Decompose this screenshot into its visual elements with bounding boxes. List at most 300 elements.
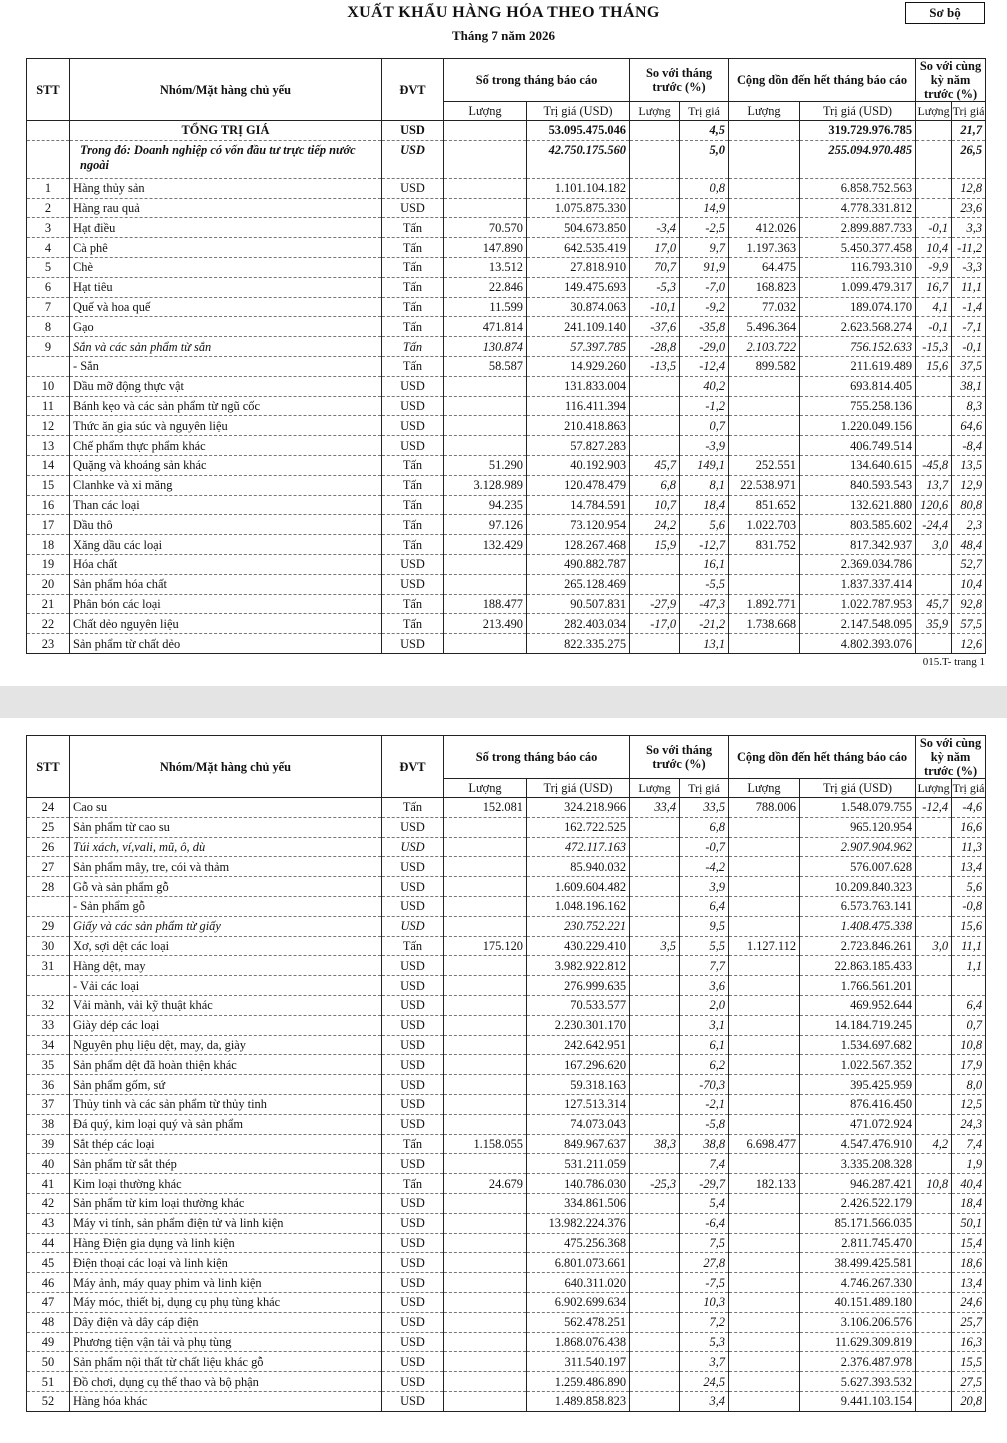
cell-prev-month-qty-pct: 24,2 [630,515,680,535]
cell-cum-qty: 77.032 [729,297,800,317]
cell-cum-qty [729,1213,800,1233]
cell-prev-month-value-pct: 6,2 [680,1055,729,1075]
cell-prev-month-qty-pct: 15,9 [630,535,680,555]
cell-value: 53.095.475.046 [527,121,630,141]
cell-unit: USD [382,956,444,976]
cell-value: 74.073.043 [527,1114,630,1134]
cell-prev-month-value-pct: 91,9 [680,257,729,277]
cell-cum-value: 469.952.644 [800,995,916,1015]
cell-prev-month-qty-pct [630,1035,680,1055]
cell-yoy-value-pct: 64,6 [952,416,986,436]
cell-yoy-qty-pct [916,1332,952,1352]
cell-name: Sản phẩm gốm, sứ [70,1075,382,1095]
cell-yoy-value-pct: 13,4 [952,1273,986,1293]
table-row [27,356,986,376]
cell-prev-month-value-pct: 16,1 [680,554,729,574]
cell-yoy-qty-pct [916,436,952,456]
cell-stt: 9 [27,337,70,357]
cell-value: 167.296.620 [527,1055,630,1075]
cell-value: 475.256.368 [527,1233,630,1253]
cell-name: Than các loại [70,495,382,515]
cell-stt [27,976,70,996]
cell-unit: USD [382,1213,444,1233]
cell-prev-month-value-pct: 38,8 [680,1134,729,1154]
status-badge: Sơ bộ [905,2,985,24]
cell-value: 324.218.966 [527,798,630,818]
cell-cum-value: 2.723.846.261 [800,936,916,956]
header-qty: Lượng [444,102,527,121]
cell-name: Đồ chơi, dụng cụ thể thao và bộ phận [70,1372,382,1392]
cell-value: 59.318.163 [527,1075,630,1095]
cell-unit: USD [382,1094,444,1114]
cell-cum-value: 1.022.567.352 [800,1055,916,1075]
cell-yoy-value-pct: -7,1 [952,317,986,337]
cell-stt: 38 [27,1114,70,1134]
cell-yoy-value-pct: 23,6 [952,198,986,218]
cell-unit: USD [382,198,444,218]
cell-value: 57.827.283 [527,436,630,456]
table-row [27,535,986,555]
cell-value: 282.403.034 [527,614,630,634]
cell-unit: USD [382,1352,444,1372]
cell-value: 140.786.030 [527,1174,630,1194]
cell-name: Clanhke và xi măng [70,475,382,495]
cell-yoy-value-pct: 8,0 [952,1075,986,1095]
cell-qty [444,1253,527,1273]
cell-prev-month-qty-pct [630,1193,680,1213]
cell-name: Dầu mỡ động thực vật [70,376,382,396]
cell-prev-month-value-pct: 8,1 [680,475,729,495]
cell-value: 1.489.858.823 [527,1391,630,1411]
cell-value: 531.211.059 [527,1154,630,1174]
cell-stt: 8 [27,317,70,337]
cell-prev-month-qty-pct: 38,3 [630,1134,680,1154]
cell-name: Phân bón các loại [70,594,382,614]
cell-unit: Tấn [382,475,444,495]
cell-name: Sản phẩm từ cao su [70,817,382,837]
cell-cum-value: 693.814.405 [800,376,916,396]
table-row [27,178,986,198]
cell-cum-value: 1.837.337.414 [800,574,916,594]
cell-qty [444,1273,527,1293]
cell-prev-month-value-pct: -21,2 [680,614,729,634]
cell-prev-month-value-pct: 7,2 [680,1312,729,1332]
cell-cum-qty [729,1233,800,1253]
cell-prev-month-value-pct: -35,8 [680,317,729,337]
page-separator [0,686,1007,718]
table-row [27,1193,986,1213]
cell-value: 276.999.635 [527,976,630,996]
cell-value: 241.109.140 [527,317,630,337]
report-page-2 [0,718,1007,1443]
cell-unit: USD [382,1055,444,1075]
cell-cum-value: 2.907.904.962 [800,837,916,857]
cell-prev-month-value-pct: -4,2 [680,857,729,877]
cell-yoy-value-pct: 11,1 [952,936,986,956]
cell-prev-month-qty-pct: -25,3 [630,1174,680,1194]
cell-value: 30.874.063 [527,297,630,317]
table-row [27,1114,986,1134]
cell-yoy-value-pct: 26,5 [952,140,986,178]
cell-prev-month-qty-pct: -17,0 [630,614,680,634]
cell-cum-value: 756.152.633 [800,337,916,357]
cell-unit: USD [382,436,444,456]
cell-value: 504.673.850 [527,218,630,238]
cell-qty [444,976,527,996]
cell-cum-qty: 1.022.703 [729,515,800,535]
cell-unit: USD [382,574,444,594]
cell-cum-value: 1.548.079.755 [800,798,916,818]
cell-value: 1.609.604.482 [527,877,630,897]
cell-prev-month-value-pct: -3,9 [680,436,729,456]
table-row [27,1213,986,1233]
cell-value: 14.784.591 [527,495,630,515]
header-qty: Lượng [916,779,952,798]
cell-name: Hàng dệt, may [70,956,382,976]
cell-value: 70.533.577 [527,995,630,1015]
cell-value: 849.967.637 [527,1134,630,1154]
cell-stt: 1 [27,178,70,198]
cell-qty [444,956,527,976]
cell-cum-qty [729,396,800,416]
cell-cum-qty: 22.538.971 [729,475,800,495]
cell-cum-value: 132.621.880 [800,495,916,515]
cell-stt: 16 [27,495,70,515]
cell-value: 1.101.104.182 [527,178,630,198]
cell-cum-value: 876.416.450 [800,1094,916,1114]
cell-cum-qty: 5.496.364 [729,317,800,337]
cell-cum-qty [729,877,800,897]
cell-unit: USD [382,1193,444,1213]
cell-cum-qty [729,1372,800,1392]
cell-qty: 24.679 [444,1174,527,1194]
cell-prev-month-value-pct: -70,3 [680,1075,729,1095]
cell-stt: 13 [27,436,70,456]
cell-value: 1.259.486.890 [527,1372,630,1392]
cell-qty [444,376,527,396]
cell-stt: 28 [27,877,70,897]
cell-yoy-qty-pct: 4,1 [916,297,952,317]
header-qty: Lượng [630,102,680,121]
cell-prev-month-value-pct: 33,5 [680,798,729,818]
table-row [27,317,986,337]
cell-yoy-value-pct: 27,5 [952,1372,986,1392]
cell-yoy-value-pct: 2,3 [952,515,986,535]
cell-qty: 11.599 [444,297,527,317]
table-row [27,455,986,475]
cell-cum-value: 11.629.309.819 [800,1332,916,1352]
cell-name: Hàng Điện gia dụng và linh kiện [70,1233,382,1253]
cell-name: Hóa chất [70,554,382,574]
cell-prev-month-qty-pct [630,1154,680,1174]
table-row [27,1035,986,1055]
cell-yoy-value-pct: 7,4 [952,1134,986,1154]
cell-unit: USD [382,1154,444,1174]
cell-value: 334.861.506 [527,1193,630,1213]
cell-stt: 27 [27,857,70,877]
cell-cum-qty [729,956,800,976]
cell-cum-qty [729,1253,800,1273]
cell-stt: 42 [27,1193,70,1213]
cell-prev-month-value-pct: 40,2 [680,376,729,396]
cell-yoy-qty-pct [916,1114,952,1134]
cell-qty [444,1114,527,1134]
cell-value: 3.982.922.812 [527,956,630,976]
table-row [27,1391,986,1411]
cell-prev-month-qty-pct [630,1233,680,1253]
table-row [27,896,986,916]
cell-prev-month-value-pct: 13,1 [680,634,729,654]
cell-cum-qty: 1.738.668 [729,614,800,634]
cell-yoy-value-pct: 12,8 [952,178,986,198]
cell-prev-month-value-pct: 7,7 [680,956,729,976]
cell-value: 120.478.479 [527,475,630,495]
cell-yoy-qty-pct [916,916,952,936]
cell-cum-qty [729,1015,800,1035]
cell-stt: 24 [27,798,70,818]
cell-qty [444,877,527,897]
cell-prev-month-value-pct: 24,5 [680,1372,729,1392]
cell-yoy-value-pct: 24,6 [952,1292,986,1312]
table-row [27,1292,986,1312]
cell-cum-qty: 252.551 [729,455,800,475]
cell-cum-qty: 64.475 [729,257,800,277]
cell-qty [444,837,527,857]
cell-cum-value: 3.335.208.328 [800,1154,916,1174]
cell-value: 2.230.301.170 [527,1015,630,1035]
header-value: Trị giá (USD) [800,779,916,798]
cell-unit: USD [382,1372,444,1392]
cell-prev-month-qty-pct [630,1332,680,1352]
cell-yoy-qty-pct [916,1352,952,1372]
cell-name: Điện thoại các loại và linh kiện [70,1253,382,1273]
cell-value: 6.801.073.661 [527,1253,630,1273]
cell-qty [444,817,527,837]
table-row [27,1273,986,1293]
cell-unit: USD [382,634,444,654]
cell-prev-month-qty-pct: 6,8 [630,475,680,495]
cell-prev-month-value-pct: -9,2 [680,297,729,317]
cell-yoy-value-pct: 15,4 [952,1233,986,1253]
cell-cum-value: 9.441.103.154 [800,1391,916,1411]
cell-value: 14.929.260 [527,356,630,376]
cell-unit: Tấn [382,594,444,614]
cell-cum-value: 85.171.566.035 [800,1213,916,1233]
cell-yoy-qty-pct [916,857,952,877]
cell-cum-qty [729,976,800,996]
cell-cum-qty: 831.752 [729,535,800,555]
cell-name: TỔNG TRỊ GIÁ [70,121,382,141]
export-table-page-2 [26,735,986,1412]
cell-prev-month-value-pct: 3,4 [680,1391,729,1411]
table-row [27,936,986,956]
table-row [27,798,986,818]
cell-prev-month-value-pct: 14,9 [680,198,729,218]
cell-yoy-qty-pct [916,1193,952,1213]
header-unit: ĐVT [382,736,444,798]
cell-name: Đá quý, kim loại quý và sản phẩm [70,1114,382,1134]
table-row [27,995,986,1015]
cell-prev-month-qty-pct [630,121,680,141]
cell-cum-qty: 412.026 [729,218,800,238]
table-row [27,416,986,436]
export-table-page-1 [26,58,986,654]
cell-qty: 188.477 [444,594,527,614]
header-prev-month: So với tháng trước (%) [630,736,729,779]
cell-unit: Tấn [382,317,444,337]
table-row [27,436,986,456]
cell-yoy-value-pct: 13,4 [952,857,986,877]
table-row [27,1352,986,1372]
cell-qty [444,436,527,456]
cell-unit: USD [382,1312,444,1332]
cell-cum-value: 14.184.719.245 [800,1015,916,1035]
cell-unit: USD [382,916,444,936]
cell-yoy-value-pct: -8,4 [952,436,986,456]
cell-unit: Tấn [382,257,444,277]
cell-yoy-qty-pct: 4,2 [916,1134,952,1154]
cell-stt: 10 [27,376,70,396]
cell-yoy-qty-pct: -15,3 [916,337,952,357]
cell-cum-value: 3.106.206.576 [800,1312,916,1332]
cell-name: Nguyên phụ liệu dệt, may, da, giày [70,1035,382,1055]
cell-qty [444,896,527,916]
table-row [27,1253,986,1273]
cell-prev-month-value-pct: 149,1 [680,455,729,475]
header-prev-month: So với tháng trước (%) [630,59,729,102]
cell-yoy-value-pct: 0,7 [952,1015,986,1035]
cell-qty [444,416,527,436]
cell-cum-qty: 788.006 [729,798,800,818]
cell-cum-value: 755.258.136 [800,396,916,416]
cell-qty [444,1075,527,1095]
cell-yoy-qty-pct: 45,7 [916,594,952,614]
cell-unit: USD [382,1292,444,1312]
cell-prev-month-value-pct: 27,8 [680,1253,729,1273]
cell-prev-month-qty-pct [630,837,680,857]
cell-yoy-qty-pct [916,1253,952,1273]
table-row [27,198,986,218]
cell-name: Gạo [70,317,382,337]
cell-cum-qty [729,1391,800,1411]
cell-cum-qty [729,995,800,1015]
cell-name: Hạt tiêu [70,277,382,297]
cell-prev-month-qty-pct: -5,3 [630,277,680,297]
cell-yoy-qty-pct: 3,0 [916,535,952,555]
cell-cum-value: 319.729.976.785 [800,121,916,141]
cell-value: 27.818.910 [527,257,630,277]
cell-unit: USD [382,1332,444,1352]
cell-cum-qty [729,634,800,654]
cell-prev-month-qty-pct [630,1055,680,1075]
cell-prev-month-qty-pct [630,376,680,396]
table-row [27,916,986,936]
cell-yoy-qty-pct: -9,9 [916,257,952,277]
cell-cum-qty [729,1154,800,1174]
cell-name: Sắn và các sản phẩm từ sắn [70,337,382,357]
cell-yoy-qty-pct [916,1312,952,1332]
cell-yoy-value-pct: 40,4 [952,1174,986,1194]
cell-cum-qty [729,198,800,218]
cell-stt: 5 [27,257,70,277]
cell-prev-month-qty-pct [630,1114,680,1134]
cell-prev-month-qty-pct: 17,0 [630,238,680,258]
cell-value: 265.128.469 [527,574,630,594]
cell-yoy-value-pct: 25,7 [952,1312,986,1332]
cell-value: 640.311.020 [527,1273,630,1293]
cell-value: 642.535.419 [527,238,630,258]
cell-unit: USD [382,837,444,857]
table-row [27,574,986,594]
header-yoy: So với cùng kỳ năm trước (%) [916,59,986,102]
header-cumulative: Cộng dồn đến hết tháng báo cáo [729,736,916,779]
cell-stt: 46 [27,1273,70,1293]
cell-name: Xăng dầu các loại [70,535,382,555]
cell-prev-month-qty-pct: 10,7 [630,495,680,515]
cell-cum-qty [729,140,800,178]
cell-qty: 70.570 [444,218,527,238]
cell-cum-value: 2.426.522.179 [800,1193,916,1213]
cell-name: Sản phẩm từ sắt thép [70,1154,382,1174]
header-yoy: So với cùng kỳ năm trước (%) [916,736,986,779]
cell-cum-value: 116.793.310 [800,257,916,277]
cell-cum-value: 2.369.034.786 [800,554,916,574]
cell-stt: 32 [27,995,70,1015]
cell-prev-month-value-pct: -6,4 [680,1213,729,1233]
cell-name: - Sắn [70,356,382,376]
cell-prev-month-value-pct: -1,2 [680,396,729,416]
table-row [27,1094,986,1114]
cell-value: 490.882.787 [527,554,630,574]
table-row [27,1312,986,1332]
cell-cum-value: 40.151.489.180 [800,1292,916,1312]
cell-yoy-qty-pct: 10,8 [916,1174,952,1194]
cell-value: 162.722.525 [527,817,630,837]
cell-stt: 2 [27,198,70,218]
cell-cum-value: 2.811.745.470 [800,1233,916,1253]
cell-name: Thức ăn gia súc và nguyên liệu [70,416,382,436]
cell-stt: 30 [27,936,70,956]
cell-stt: 7 [27,297,70,317]
cell-cum-value: 1.408.475.338 [800,916,916,936]
cell-unit: USD [382,1391,444,1411]
table-row [27,1332,986,1352]
cell-yoy-qty-pct [916,1075,952,1095]
cell-cum-value: 1.099.479.317 [800,277,916,297]
cell-prev-month-qty-pct: 3,5 [630,936,680,956]
cell-stt: 39 [27,1134,70,1154]
cell-prev-month-qty-pct [630,995,680,1015]
cell-qty [444,1233,527,1253]
cell-value: 242.642.951 [527,1035,630,1055]
cell-qty [444,574,527,594]
cell-cum-qty [729,1114,800,1134]
cell-stt: 29 [27,916,70,936]
cell-stt [27,356,70,376]
table-row [27,1372,986,1392]
table-row [27,515,986,535]
cell-name: Phương tiện vận tải và phụ tùng [70,1332,382,1352]
cell-prev-month-qty-pct [630,817,680,837]
cell-stt: 11 [27,396,70,416]
cell-yoy-value-pct: 5,6 [952,877,986,897]
cell-unit: Tấn [382,337,444,357]
cell-name: Giày dép các loại [70,1015,382,1035]
cell-qty: 175.120 [444,936,527,956]
header-group: Nhóm/Mặt hàng chủ yếu [70,736,382,798]
cell-yoy-value-pct: 10,8 [952,1035,986,1055]
cell-cum-qty [729,1352,800,1372]
